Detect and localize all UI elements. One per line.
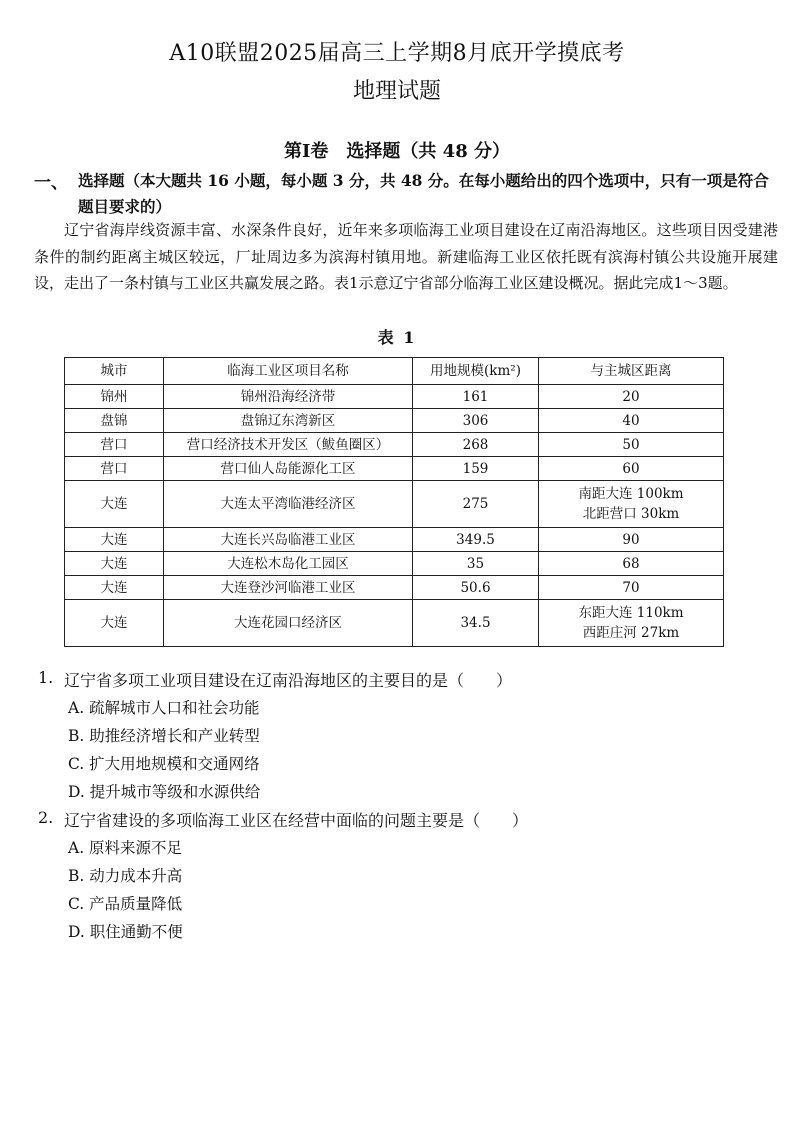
industrial-zone-table [64,357,724,647]
cell-project-name: 大连登沙河临港工业区 [164,576,413,600]
question-1-option-a: A. 疏解城市人口和社会功能 [68,699,260,717]
cell-distance: 90 [539,528,724,552]
table-row [65,481,724,528]
cell-distance: 70 [539,576,724,600]
question-2-option-d: D. 职住通勤不便 [68,923,183,941]
question-1-option-d: D. 提升城市等级和水源供给 [68,783,261,801]
cell-project-name: 锦州沿海经济带 [164,385,413,409]
question-2-stem: 辽宁省建设的多项临海工业区在经营中面临的问题主要是（ ） [64,811,529,830]
cell-distance: 50 [539,433,724,457]
table-row [65,433,724,457]
table-caption: 表 1 [377,328,417,347]
cell-distance [539,600,724,647]
cell-city: 大连 [65,552,164,576]
question-2-number: 2. [38,808,54,827]
question-1-option-c: C. 扩大用地规模和交通网络 [68,755,260,773]
table-row [65,552,724,576]
distance-line-1: 南距大连 100km [578,486,684,502]
cell-distance [539,481,724,528]
cell-city: 大连 [65,600,164,647]
cell-city: 大连 [65,576,164,600]
table-row [65,576,724,600]
volume-title: 第Ⅰ卷 选择题（共 48 分） [283,141,510,162]
cell-city: 盘锦 [65,409,164,433]
cell-project-name: 大连太平湾临港经济区 [164,481,413,528]
cell-distance: 20 [539,385,724,409]
cell-land-area: 50.6 [413,576,539,600]
cell-city: 营口 [65,457,164,481]
table-row [65,457,724,481]
cell-project-name: 大连松木岛化工园区 [164,552,413,576]
cell-project-name: 营口经济技术开发区（鲅鱼圈区） [164,433,413,457]
header-project-name: 临海工业区项目名称 [164,358,413,385]
exam-title: A10联盟2025届高三上学期8月底开学摸底考 [169,41,625,66]
distance-line-1: 东距大连 110km [578,605,684,621]
cell-land-area: 275 [413,481,539,528]
table-row [65,528,724,552]
table-row [65,600,724,647]
cell-land-area: 349.5 [413,528,539,552]
table-row [65,385,724,409]
cell-land-area: 35 [413,552,539,576]
distance-line-2: 西距庄河 27km [582,625,680,641]
question-2-option-c: C. 产品质量降低 [68,895,183,913]
cell-distance: 68 [539,552,724,576]
cell-land-area: 34.5 [413,600,539,647]
cell-land-area: 159 [413,457,539,481]
cell-city: 大连 [65,481,164,528]
cell-land-area: 306 [413,409,539,433]
distance-line-2: 北距营口 30km [582,506,680,522]
cell-project-name: 盘锦辽东湾新区 [164,409,413,433]
header-land-area: 用地规模(km²) [413,358,539,385]
cell-distance: 60 [539,457,724,481]
cell-project-name: 大连花园口经济区 [164,600,413,647]
cell-city: 大连 [65,528,164,552]
question-1-option-b: B. 助推经济增长和产业转型 [68,727,260,745]
material-paragraph: 辽宁省海岸线资源丰富、水深条件良好，近年来多项临海工业项目建设在辽南沿海地区。这些项目因受建港条件的制约距离主城区较远，厂址周边多为滨海村镇用地。新建临海工业区依托既有滨海村镇公共设施开展建设，走出了一条村镇与工业区共赢发展之路。表1示意辽宁省部分临海工业区建设概况。据此完成1～3题。 [34,221,778,292]
cell-project-name: 营口仙人岛能源化工区 [164,457,413,481]
cell-land-area: 161 [413,385,539,409]
header-distance: 与主城区距离 [539,358,724,385]
question-2-option-a: A. 原料来源不足 [68,839,183,857]
table-row [65,409,724,433]
cell-city: 锦州 [65,385,164,409]
question-2-option-b: B. 动力成本升高 [68,867,183,885]
header-city: 城市 [65,358,164,385]
cell-distance: 40 [539,409,724,433]
section-number: 一、 [34,173,68,193]
question-1-stem: 辽宁省多项工业项目建设在辽南沿海地区的主要目的是（ ） [64,671,513,690]
cell-city: 营口 [65,433,164,457]
table-header-row [65,358,724,385]
question-1-number: 1. [38,668,54,687]
cell-project-name: 大连长兴岛临港工业区 [164,528,413,552]
cell-land-area: 268 [413,433,539,457]
exam-subject: 地理试题 [352,79,441,104]
section-instruction: 选择题（本大题共 16 小题，每小题 3 分，共 48 分。在每小题给出的四个选项中，只有一项是符合题目要求的） [78,171,769,216]
